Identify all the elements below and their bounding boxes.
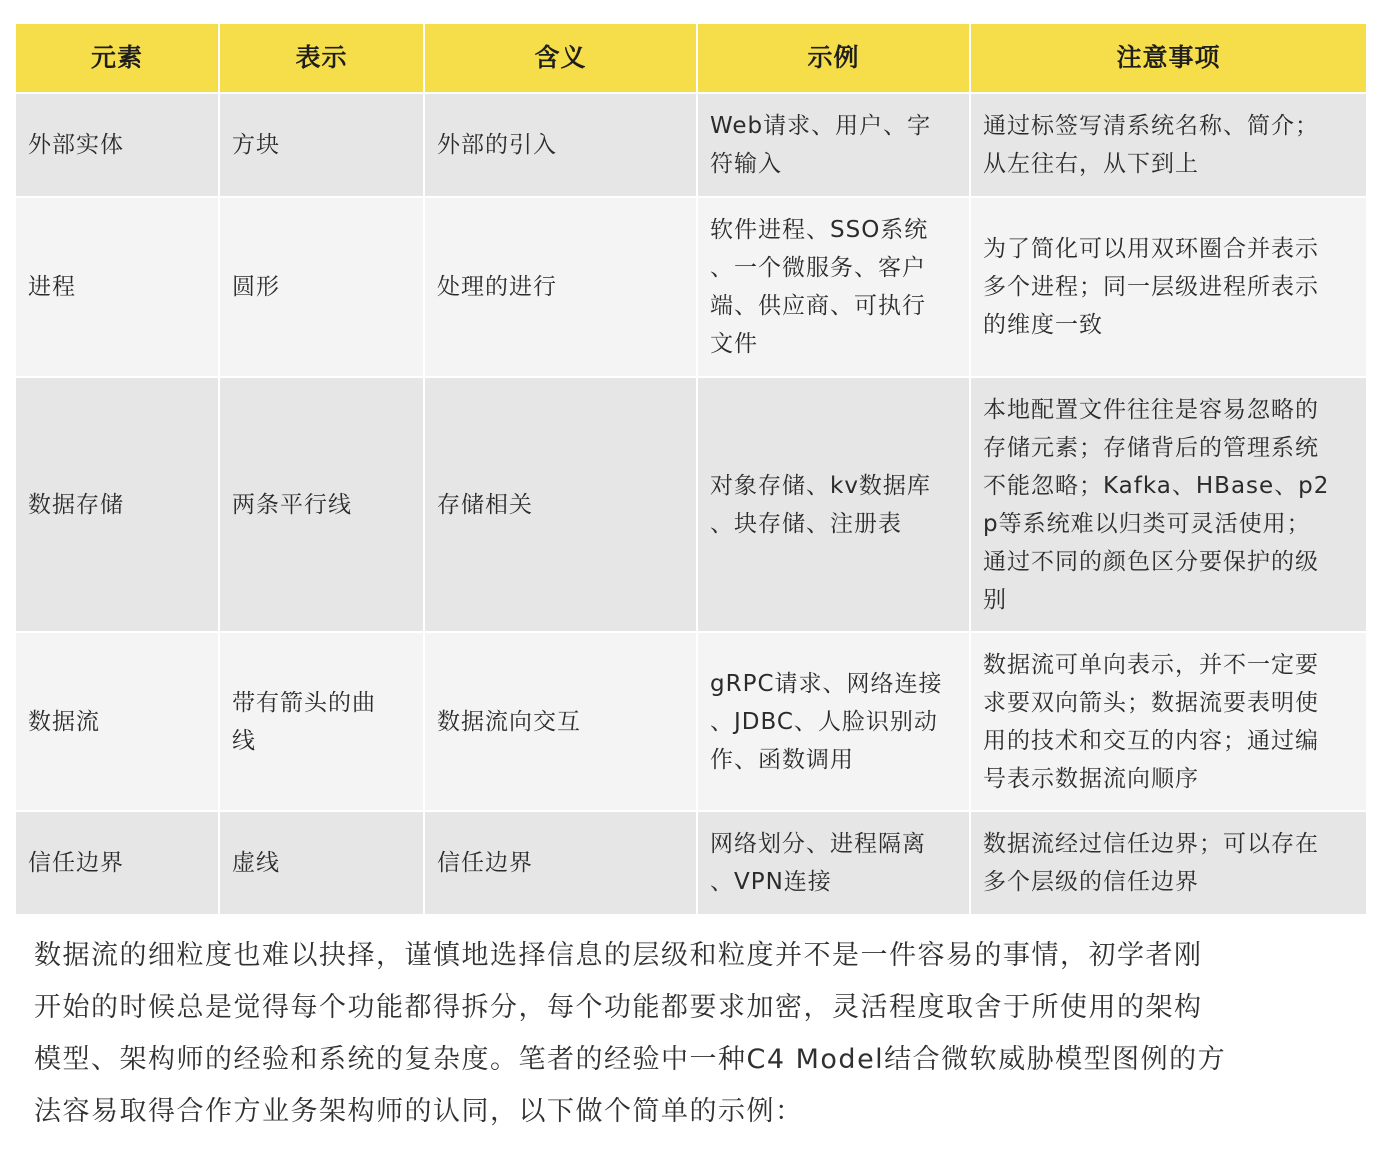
cell-meaning: 信任边界 bbox=[425, 812, 698, 914]
example-line: 端、供应商、可执行 bbox=[710, 293, 926, 319]
cell-element: 数据存储 bbox=[16, 378, 220, 631]
notes-line: 从左往右，从下到上 bbox=[983, 151, 1199, 177]
cell-notes bbox=[971, 378, 1366, 631]
notes-line: 数据流经过信任边界；可以存在 bbox=[983, 831, 1319, 857]
table-row bbox=[16, 378, 1366, 633]
example-line: 对象存储、kv数据库 bbox=[710, 472, 931, 499]
notes-line: p等系统难以归类可灵活使用； bbox=[983, 510, 1311, 537]
cell-notes bbox=[971, 812, 1366, 914]
cell-meaning: 数据流向交互 bbox=[425, 633, 698, 810]
cell-notes bbox=[971, 94, 1366, 196]
cell-example bbox=[698, 812, 971, 914]
notes-line: 数据流可单向表示，并不一定要 bbox=[983, 651, 1319, 678]
cell-symbol: 虚线 bbox=[220, 812, 425, 914]
cell-example bbox=[698, 378, 971, 631]
example-line: 文件 bbox=[710, 331, 758, 357]
cell-meaning: 存储相关 bbox=[425, 378, 698, 631]
header-meaning: 含义 bbox=[425, 24, 698, 92]
cell-symbol: 两条平行线 bbox=[220, 378, 425, 631]
cell-notes bbox=[971, 633, 1366, 810]
table-row bbox=[16, 198, 1366, 378]
cell-symbol bbox=[220, 633, 425, 810]
notes-line: 求要双向箭头；数据流要表明使 bbox=[983, 689, 1319, 716]
symbol-line: 线 bbox=[232, 727, 256, 754]
header-element: 元素 bbox=[16, 24, 220, 92]
example-line: 、VPN连接 bbox=[710, 869, 832, 895]
cell-symbol: 方块 bbox=[220, 94, 425, 196]
cell-meaning: 外部的引入 bbox=[425, 94, 698, 196]
paragraph-line: 法容易取得合作方业务架构师的认同，以下做个简单的示例： bbox=[34, 1096, 804, 1127]
notes-line: 号表示数据流向顺序 bbox=[983, 765, 1199, 792]
cell-symbol: 圆形 bbox=[220, 198, 425, 376]
table-row bbox=[16, 812, 1366, 914]
notes-line: 不能忽略；Kafka、HBase、p2 bbox=[983, 472, 1330, 499]
header-example: 示例 bbox=[698, 24, 971, 92]
threat-model-legend-table bbox=[16, 24, 1366, 914]
example-line: 网络划分、进程隔离 bbox=[710, 831, 926, 857]
notes-line: 通过标签写清系统名称、简介； bbox=[983, 113, 1319, 139]
example-line: 作、函数调用 bbox=[710, 746, 854, 773]
symbol-line: 带有箭头的曲 bbox=[232, 689, 376, 716]
cell-example bbox=[698, 94, 971, 196]
header-notes: 注意事项 bbox=[971, 24, 1366, 92]
notes-line: 存储元素；存储背后的管理系统 bbox=[983, 434, 1319, 461]
notes-line: 多个进程；同一层级进程所表示 bbox=[983, 274, 1319, 300]
notes-line: 多个层级的信任边界 bbox=[983, 869, 1199, 895]
example-line: gRPC请求、网络连接 bbox=[710, 670, 943, 697]
table-row bbox=[16, 633, 1366, 812]
paragraph-line: 模型、架构师的经验和系统的复杂度。笔者的经验中一种C4 Model结合微软威胁模型图例的方 bbox=[34, 1044, 1227, 1075]
cell-element: 数据流 bbox=[16, 633, 220, 810]
cell-example bbox=[698, 198, 971, 376]
cell-element: 进程 bbox=[16, 198, 220, 376]
header-symbol: 表示 bbox=[220, 24, 425, 92]
notes-line: 为了简化可以用双环圈合并表示 bbox=[983, 236, 1319, 262]
example-line: 软件进程、SSO系统 bbox=[710, 217, 929, 243]
cell-meaning: 处理的进行 bbox=[425, 198, 698, 376]
example-line: 符输入 bbox=[710, 151, 782, 177]
example-line: 、JDBC、人脸识别动 bbox=[710, 708, 938, 735]
paragraph-line: 数据流的细粒度也难以抉择，谨慎地选择信息的层级和粒度并不是一件容易的事情，初学者刚 bbox=[34, 940, 1203, 971]
table-header-row bbox=[16, 24, 1366, 94]
body-paragraph bbox=[34, 930, 1354, 1138]
example-line: Web请求、用户、字 bbox=[710, 113, 932, 139]
notes-line: 本地配置文件往往是容易忽略的 bbox=[983, 396, 1319, 423]
cell-example bbox=[698, 633, 971, 810]
cell-notes bbox=[971, 198, 1366, 376]
example-line: 、一个微服务、客户 bbox=[710, 255, 926, 281]
notes-line: 通过不同的颜色区分要保护的级 bbox=[983, 548, 1319, 575]
example-line: 、块存储、注册表 bbox=[710, 510, 902, 537]
paragraph-line: 开始的时候总是觉得每个功能都得拆分，每个功能都要求加密，灵活程度取舍于所使用的架构 bbox=[34, 992, 1203, 1023]
notes-line: 的维度一致 bbox=[983, 312, 1103, 338]
cell-element: 外部实体 bbox=[16, 94, 220, 196]
notes-line: 用的技术和交互的内容；通过编 bbox=[983, 727, 1319, 754]
notes-line: 别 bbox=[983, 586, 1007, 613]
table-row bbox=[16, 94, 1366, 198]
cell-element: 信任边界 bbox=[16, 812, 220, 914]
